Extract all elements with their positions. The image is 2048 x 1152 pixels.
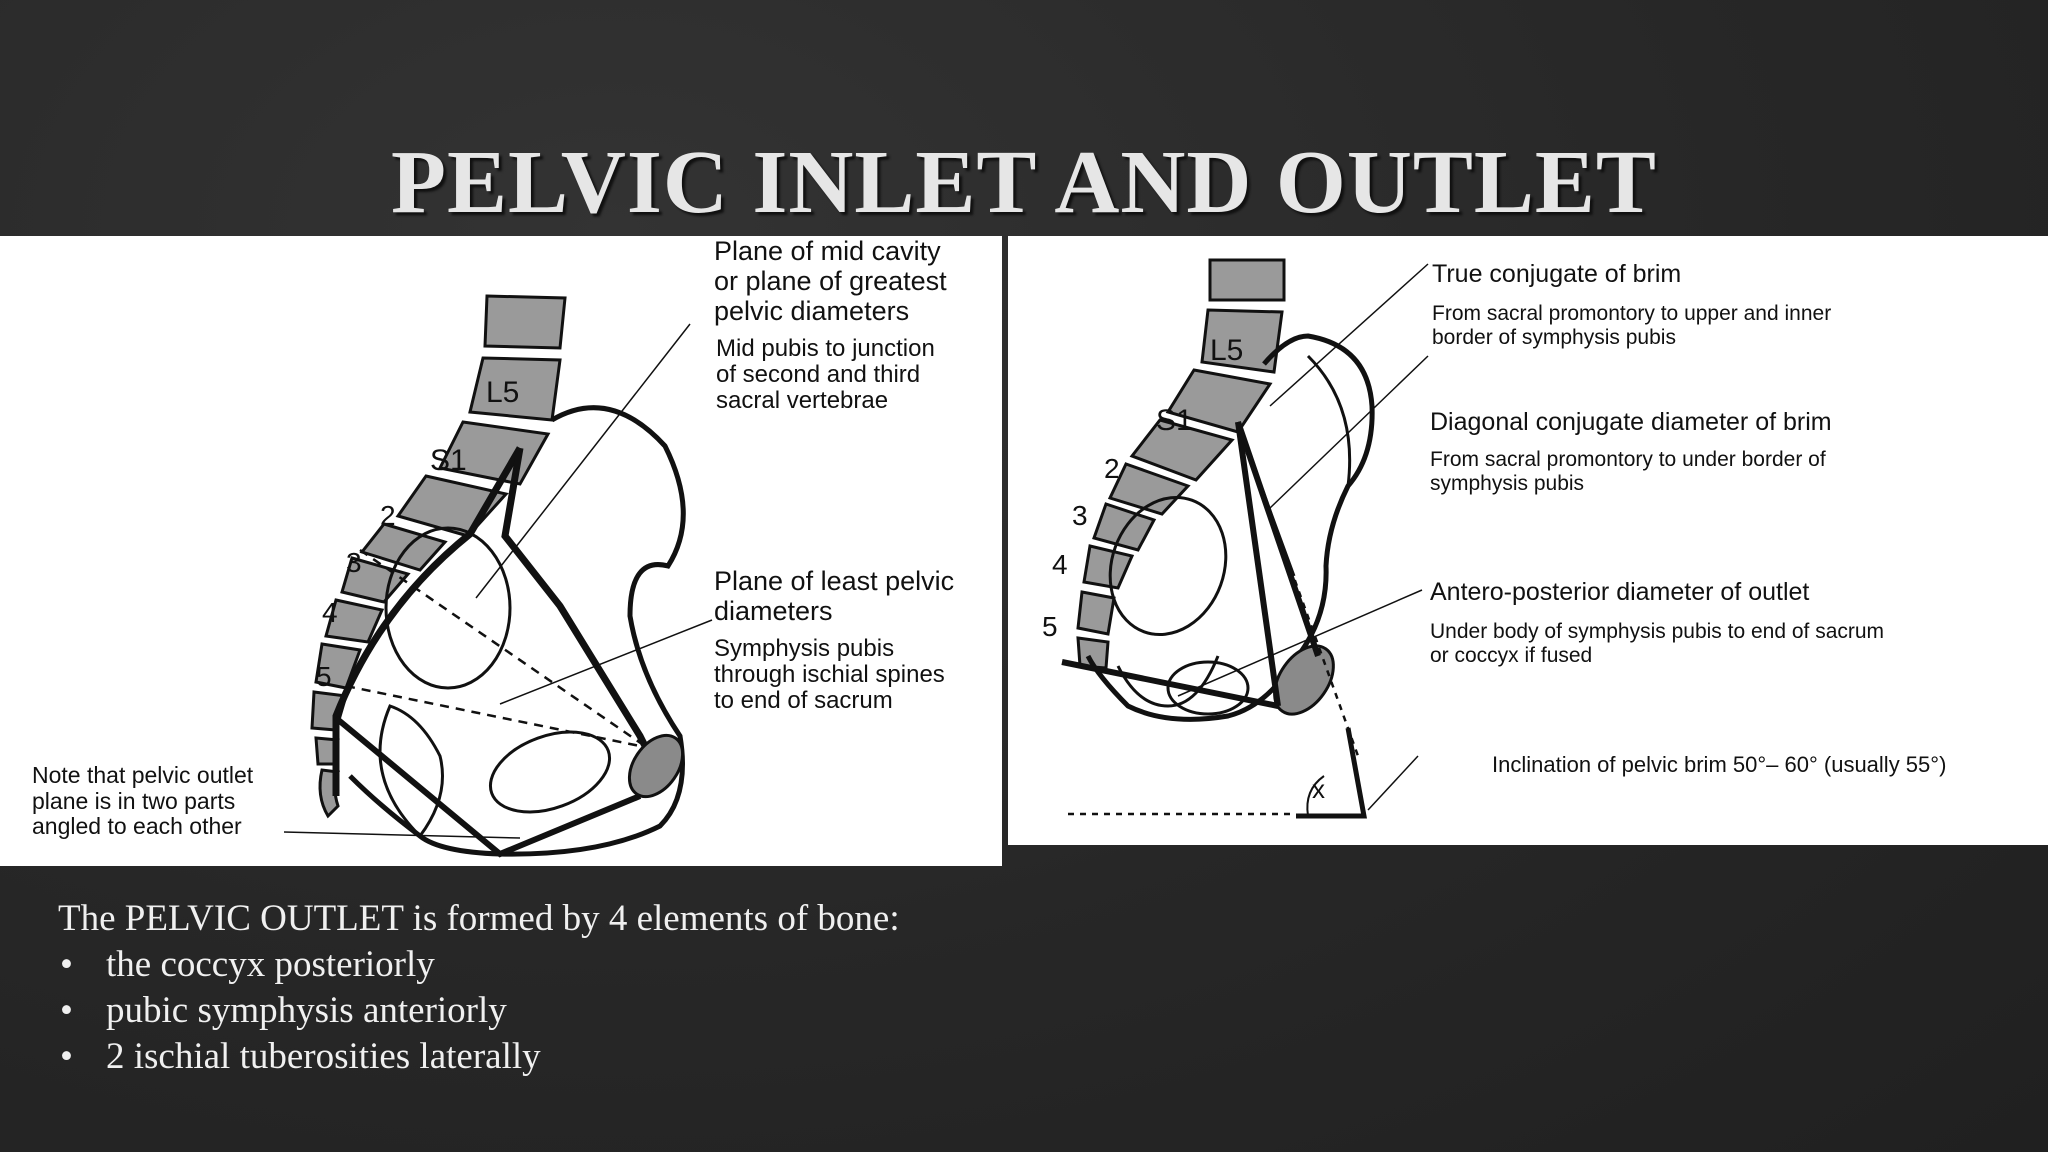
bullet-symbol: •: [60, 1036, 73, 1077]
least-plane-detail: Symphysis pubis through ischial spines to end of sacrum: [714, 635, 945, 714]
right-pelvis-diagram: [1008, 236, 2048, 845]
right-label-4: 4: [1052, 549, 1068, 580]
right-label-5: 5: [1042, 611, 1058, 642]
bullet-text: the coccyx posteriorly: [106, 944, 435, 985]
true-conjugate-heading: True conjugate of brim: [1432, 260, 1682, 288]
right-label-s1: S1: [1156, 404, 1193, 437]
slide-title: PELVIC INLET AND OUTLET: [391, 133, 1657, 232]
diagonal-conjugate-heading: Diagonal conjugate diameter of brim: [1430, 408, 1832, 436]
left-label-5: 5: [316, 661, 332, 692]
left-pelvis-diagram: [0, 236, 1002, 866]
ap-outlet-heading: Antero-posterior diameter of outlet: [1430, 578, 1810, 606]
bullet-symbol: •: [60, 990, 73, 1031]
left-label-4: 4: [322, 597, 338, 628]
left-label-3: 3: [346, 547, 362, 578]
left-label-s1: S1: [430, 444, 467, 477]
bullet-symbol: •: [60, 944, 73, 985]
outlet-note: Note that pelvic outlet plane is in two parts angled to each other: [32, 762, 254, 839]
ap-outlet-detail: Under body of symphysis pubis to end of sacrum or coccyx if fused: [1430, 620, 1885, 667]
right-label-l5: L5: [1210, 334, 1244, 367]
bullet-text: 2 ischial tuberosities laterally: [106, 1036, 541, 1077]
angle-x-label: x: [1312, 774, 1325, 804]
bullet-item: [58, 988, 1158, 1034]
right-label-3: 3: [1072, 500, 1088, 531]
left-label-2: 2: [380, 500, 396, 531]
true-conjugate-detail: From sacral promontory to upper and inner border of symphysis pubis: [1432, 302, 1832, 349]
least-plane-heading: Plane of least pelvic diameters: [714, 566, 955, 626]
diagonal-conjugate-detail: From sacral promontory to under border of symphysis pubis: [1430, 448, 1826, 495]
bullet-text: pubic symphysis anteriorly: [106, 990, 507, 1031]
right-label-2: 2: [1104, 453, 1120, 484]
mid-cavity-heading: Plane of mid cavity or plane of greatest pelvic diameters: [714, 236, 947, 326]
outlet-bullet-list: [58, 942, 1158, 1080]
right-diagram-panel: [1008, 236, 2048, 845]
left-diagram-panel: [0, 236, 1002, 866]
inclination-label: Inclination of pelvic brim 50°– 60° (usually 55°): [1492, 752, 1947, 777]
left-label-l5: L5: [486, 376, 520, 409]
mid-cavity-detail: Mid pubis to junction of second and third sacral vertebrae: [716, 335, 935, 414]
bullet-item: [58, 1034, 1158, 1080]
bullet-item: [58, 942, 1158, 988]
body-text: [58, 896, 1158, 1080]
outlet-intro: The PELVIC OUTLET is formed by 4 elements of bone:: [58, 898, 900, 939]
